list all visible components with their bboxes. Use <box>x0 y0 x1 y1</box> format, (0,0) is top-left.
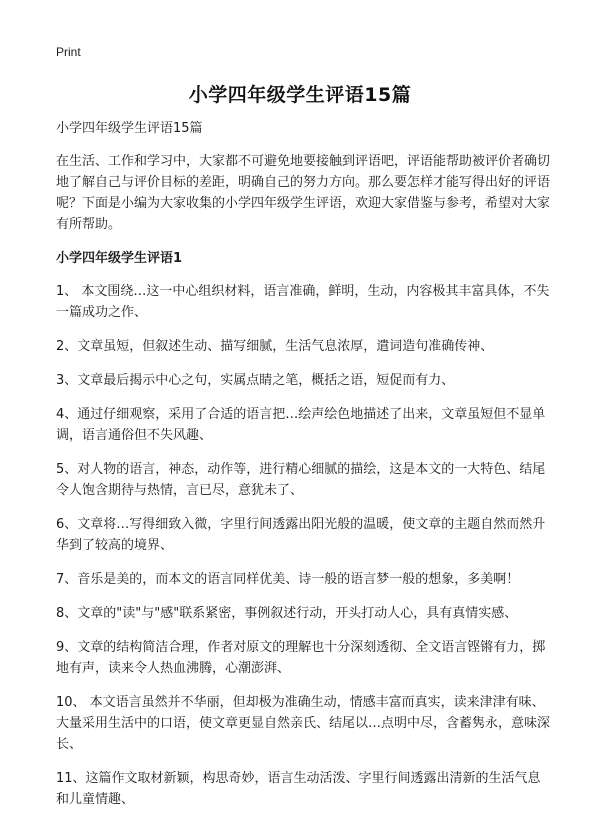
comment-item-11: 11、这篇作文取材新颖，构思奇妙，语言生动活泼、字里行间透露出清新的生活气息和儿童情趣、 <box>56 771 541 807</box>
comment-item-5: 5、对人物的语言，神态，动作等，进行精心细腻的描绘，这是本文的一大特色、结尾令人饱含期待与热情，言已尽，意犹未了、 <box>56 462 546 498</box>
print-label: Print <box>56 45 81 59</box>
comment-item-9: 9、文章的结构简洁合理，作者对原文的理解也十分深刻透彻、全文语言铿锵有力，掷地有声，读来令人热血沸腾，心潮澎湃、 <box>56 640 546 676</box>
document-subtitle: 小学四年级学生评语15篇 <box>56 121 203 136</box>
document-body <box>56 118 552 823</box>
comment-item-3: 3、文章最后揭示中心之句，实属点睛之笔，概括之语，短促而有力、 <box>56 373 455 388</box>
comment-item-2: 2、文章虽短，但叙述生动、描写细腻，生活气息浓厚，遣词造句准确传神、 <box>56 339 494 354</box>
comment-item-10: 10、 本文语言虽然并不华丽，但却极为准确生动，情感丰富而真实，读来津津有味、大量采用生活中的口语，使文章更显自然亲氏、结尾以…点明中尽，含蓄隽永，意味深长、 <box>56 695 551 752</box>
document-title: 小学四年级学生评语15篇 <box>188 84 412 106</box>
intro-paragraph: 在生活、工作和学习中，大家都不可避免地要接触到评语吧，评语能帮助被评价者确切地了解自己与评价目标的差距，明确自己的努力方向。那么要怎样才能写得出好的评语呢？下面是小编为大家收集的小学四年级学生评语，欢迎大家借鉴与参考，希望对大家有所帮助。 <box>56 154 551 232</box>
comment-item-1: 1、 本文围绕…这一中心组织材料，语言准确，鲜明，生动，内容极其丰富具体，不失一篇成功之作、 <box>56 284 550 320</box>
comment-item-8: 8、文章的"读"与"感"联系紧密，事例叙述行动，开头打动人心，具有真情实感、 <box>56 606 518 621</box>
comment-item-6: 6、文章将…写得细致入微，字里行间透露出阳光般的温暖，使文章的主题自然而然升华到了较高的境界、 <box>56 517 546 553</box>
comment-item-4: 4、通过仔细观察，采用了合适的语言把…绘声绘色地描述了出来，文章虽短但不显单调，语言通俗但不失风趣、 <box>56 407 546 443</box>
section-heading: 小学四年级学生评语1 <box>56 251 183 266</box>
comment-item-7: 7、音乐是美的，而本文的语言同样优美、诗一般的语言梦一般的想象，多美啊！ <box>56 572 520 587</box>
